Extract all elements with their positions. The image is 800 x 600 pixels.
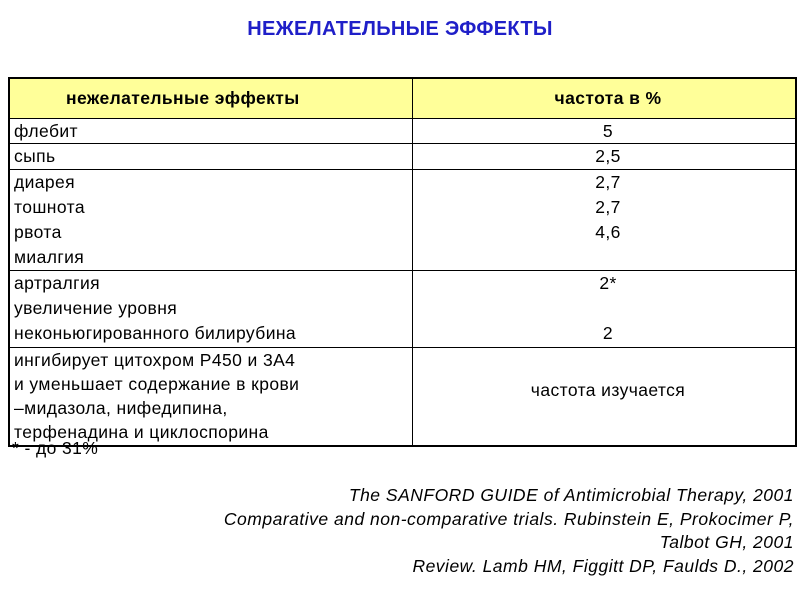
table-row — [10, 143, 795, 169]
effect-text: ингибирует цитохром Р450 и 3А4 — [14, 350, 296, 370]
frequency-cell — [413, 348, 795, 445]
table-row — [10, 169, 795, 270]
header-effects: нежелательные эффекты — [10, 79, 413, 118]
effect-text: неконьюгированного билирубина — [14, 323, 297, 343]
frequency-cell — [413, 170, 795, 270]
effects-cell — [10, 271, 413, 347]
effect-text: артралгия — [14, 273, 101, 293]
effect-text: сыпь — [14, 146, 56, 166]
frequency-cell — [413, 144, 795, 169]
reference-line: Comparative and non-comparative trials. Rubinstein E, Prokocimer P, — [223, 508, 794, 529]
page-title: НЕЖЕЛАТЕЛЬНЫЕ ЭФФЕКТЫ — [247, 18, 553, 40]
effects-cell — [10, 144, 413, 169]
frequency-cell — [413, 271, 795, 347]
effect-text: увеличение уровня — [14, 298, 178, 318]
reference-line: Talbot GH, 2001 — [659, 532, 794, 552]
frequency-value: 2* — [599, 273, 617, 293]
effect-text: тошнота — [14, 197, 85, 217]
reference-line: The SANFORD GUIDE of Antimicrobial Therapy, 2001 — [348, 485, 794, 505]
table-row — [10, 118, 795, 143]
table-header-row — [10, 79, 795, 118]
reference-line: Review. Lamb HM, Figgitt DP, Faulds D., 2002 — [412, 555, 794, 576]
references — [4, 484, 794, 578]
frequency-value — [421, 296, 795, 321]
frequency-value — [421, 245, 795, 270]
effect-text: флебит — [14, 121, 78, 141]
frequency-value: 2,5 — [595, 146, 621, 166]
frequency-value: 2,7 — [595, 197, 621, 217]
frequency-value: 2 — [602, 323, 614, 343]
frequency-value: 2,7 — [595, 172, 621, 192]
effect-text: рвота — [14, 222, 62, 242]
effect-text: диарея — [14, 172, 76, 192]
frequency-value: 4,6 — [595, 222, 621, 242]
table-row — [10, 270, 795, 347]
effects-cell — [10, 170, 413, 270]
adverse-effects-table — [8, 77, 797, 447]
frequency-value: 5 — [602, 121, 614, 141]
effect-text: терфенадина и циклоспорина — [14, 422, 269, 442]
frequency-value: частота изучается — [530, 380, 686, 400]
effect-text: миалгия — [14, 247, 85, 267]
header-frequency: частота в % — [554, 88, 662, 108]
frequency-cell — [413, 119, 795, 143]
table-row — [10, 347, 795, 445]
footnote: * - до 31% — [12, 438, 99, 458]
effect-text: и уменьшает содержание в крови — [14, 374, 300, 394]
effects-cell — [10, 348, 413, 445]
effects-cell — [10, 119, 413, 143]
effect-text: –мидазола, нифедипина, — [14, 398, 228, 418]
